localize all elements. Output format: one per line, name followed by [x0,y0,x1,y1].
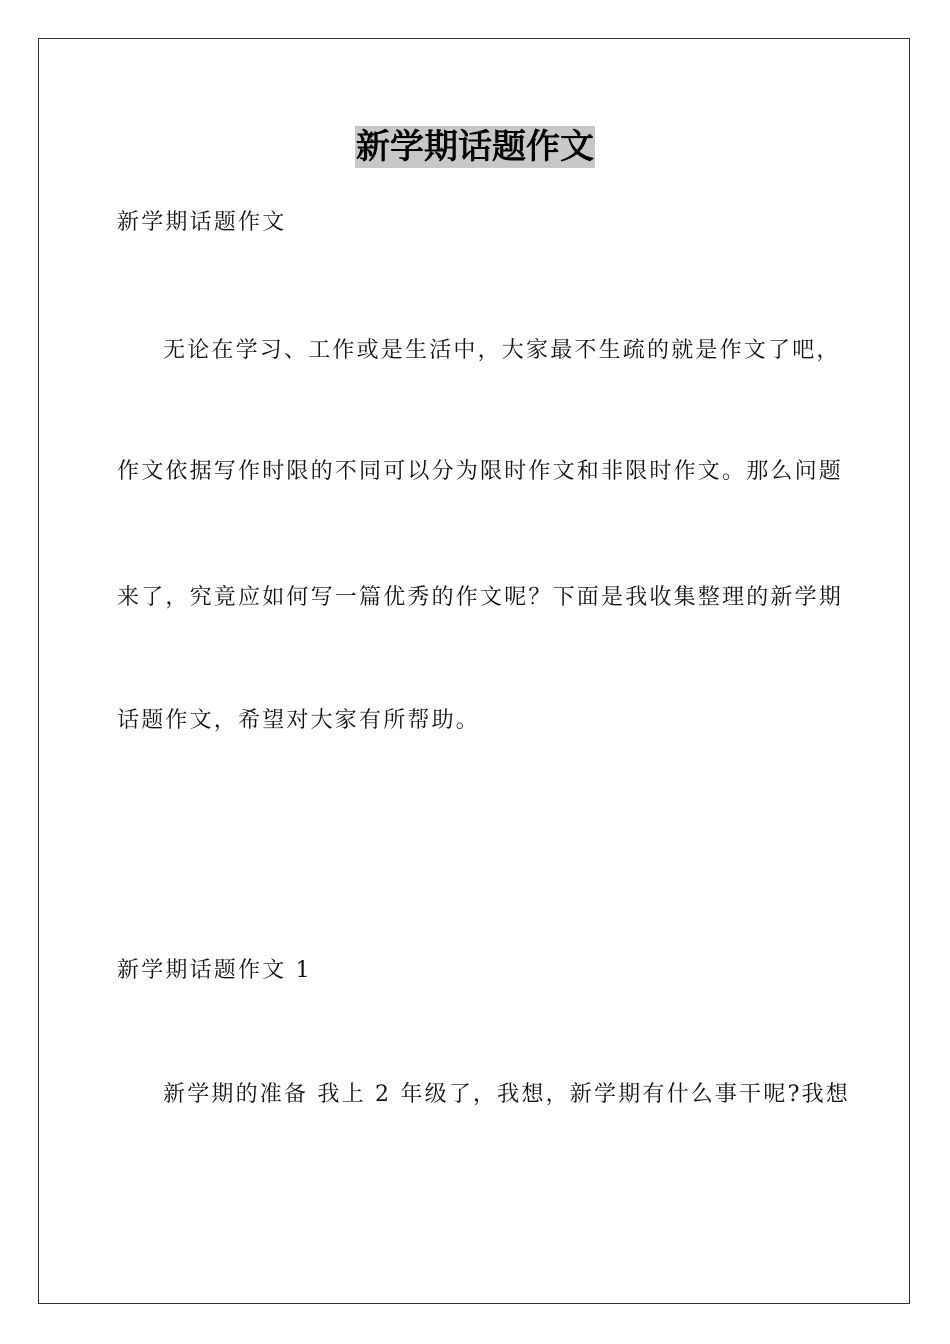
intro-line-3: 来了，究竟应如何写一篇优秀的作文呢？下面是我收集整理的新学期 [117,585,844,610]
intro-line-2: 作文依据写作时限的不同可以分为限时作文和非限时作文。那么问题 [117,459,844,484]
intro-line-1: 无论在学习、工作或是生活中，大家最不生疏的就是作文了吧， [163,338,841,363]
title-container [0,126,950,168]
document-subtitle: 新学期话题作文 [117,210,287,235]
section-heading: 新学期话题作文 1 [117,958,312,983]
document-title: 新学期话题作文 [356,127,594,167]
section-first-line: 新学期的准备 我上 2 年级了，我想，新学期有什么事干呢?我想 [163,1082,850,1107]
intro-line-4: 话题作文，希望对大家有所帮助。 [117,708,481,733]
